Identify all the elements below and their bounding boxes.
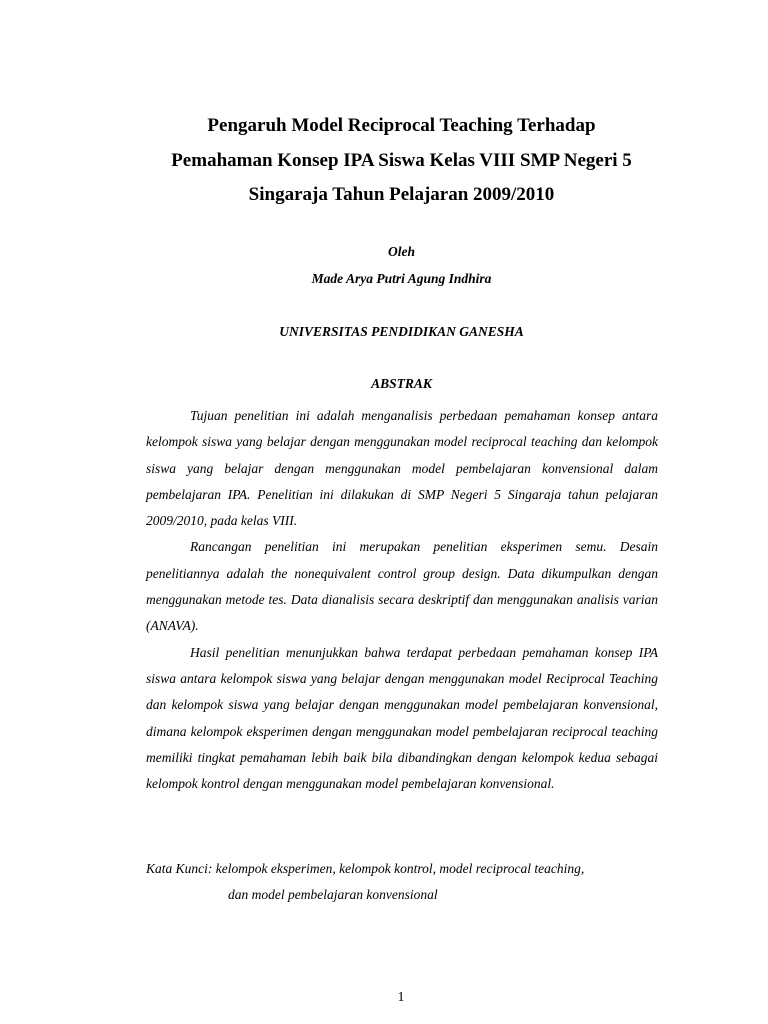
abstract-paragraph-1: Tujuan penelitian ini adalah menganalisis perbedaan pemahaman konsep antara kelompok siswa yang belajar dengan menggunakan model reciprocal teaching dan kelompok siswa yang belajar dengan menggunakan model pembelajaran konvensional dalam pembelajaran IPA. Penelitian ini dilakukan di SMP Negeri 5 Singaraja tahun pelajaran 2009/2010, pada kelas VIII. — [146, 408, 658, 529]
title-line-1: Pengaruh Model Reciprocal Teaching Terhadap — [207, 115, 596, 136]
abstract-heading: ABSTRAK — [371, 376, 432, 391]
keywords-line-1: Kata Kunci: kelompok eksperimen, kelompok kontrol, model reciprocal teaching, — [146, 861, 585, 876]
keywords — [146, 856, 666, 909]
author-name: Made Arya Putri Agung Indhira — [311, 271, 492, 286]
keywords-line-2: dan model pembelajaran konvensional — [228, 887, 438, 903]
institution-name: UNIVERSITAS PENDIDIKAN GANESHA — [279, 324, 524, 339]
byline-oleh: Oleh — [388, 244, 415, 259]
title-line-3: Singaraja Tahun Pelajaran 2009/2010 — [248, 184, 555, 205]
paper-title — [100, 109, 703, 213]
abstract-paragraph-2: Rancangan penelitian ini merupakan penelitian eksperimen semu. Desain penelitiannya adalah the nonequivalent control group design. Data dikumpulkan dengan menggunakan metode tes. Data dianalisis secara deskriptif dan menggunakan analisis varian (ANAVA). — [146, 539, 658, 634]
page-number: 1 — [397, 990, 405, 1005]
title-line-2: Pemahaman Konsep IPA Siswa Kelas VIII SMP Negeri 5 — [171, 149, 632, 171]
abstract-paragraph-3: Hasil penelitian menunjukkan bahwa terdapat perbedaan pemahaman konsep IPA siswa antara kelompok siswa yang belajar dengan menggunakan model Reciprocal Teaching dan kelompok siswa yang belajar dengan menggunakan model pembelajaran konvensional, dimana kelompok eksperimen dengan menggunakan model pembelajaran reciprocal teaching memiliki tingkat pemahaman lebih baik bila dibandingkan dengan kelompok kedua sebagai kelompok kontrol dengan menggunakan model pembelajaran konvensional. — [146, 644, 658, 792]
abstract-body — [146, 403, 658, 797]
